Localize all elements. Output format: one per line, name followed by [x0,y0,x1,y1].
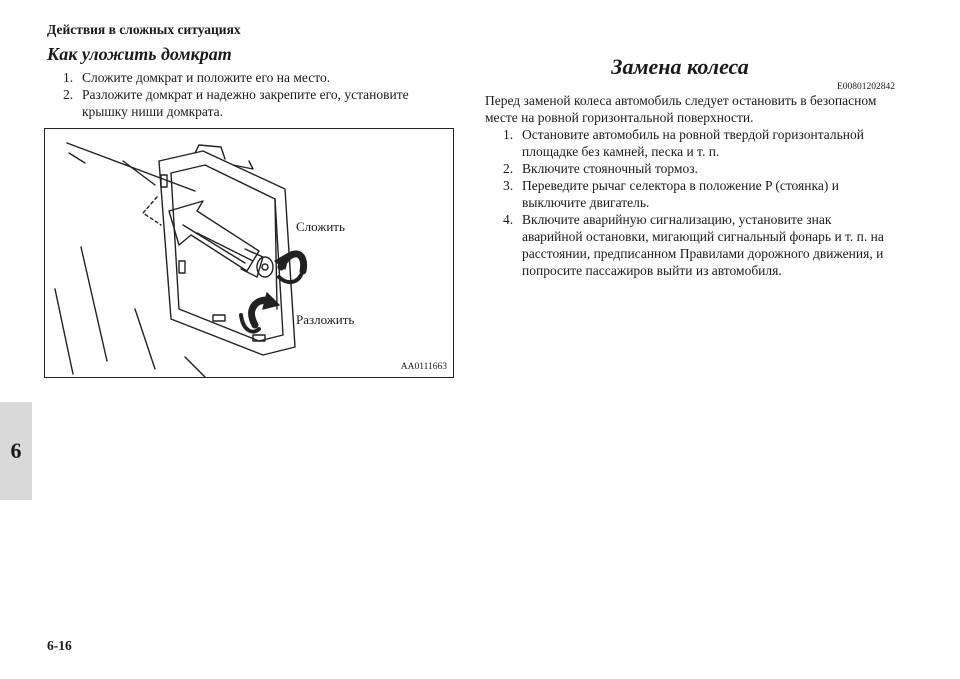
section-code: E00801202842 [836,82,895,92]
step-number: 1. [503,127,514,142]
step-text: Включите аварийную сигнализацию, установите знак аварийной остановки, мигающий сигнальный фонарь и т. п. на расстоянии, предписанном Правилами дорожного движения, и попросите пассажиров выйти из автомобиля. [522,212,884,278]
list-item [485,211,895,279]
section-heading-wheel-change: Замена колеса [611,54,749,79]
step-number: 2. [63,87,74,102]
stow-jack-steps [47,69,457,120]
figure-code: AA0111663 [400,362,447,372]
step-text: Остановите автомобиль на ровной твердой горизонтальной площадке без камней, песка и т. п. [522,127,864,159]
step-number: 1. [63,70,74,85]
jack-drawing [45,129,454,378]
step-number: 2. [503,161,514,176]
running-header: Действия в сложных ситуациях [47,22,241,37]
list-item [47,86,457,120]
fold-label: Сложить [296,219,345,234]
chapter-number: 6 [10,438,22,463]
list-item [485,177,895,211]
left-column [47,44,457,120]
step-text: Разложите домкрат и надежно закрепите его, установите крышку ниши домкрата. [82,87,409,119]
step-text: Включите стояночный тормоз. [522,161,698,176]
jack-stowage-illustration [44,128,454,378]
step-number: 3. [503,178,514,193]
step-text: Переведите рычаг селектора в положение P (стоянка) и выключите двигатель. [522,178,839,210]
step-number: 4. [503,212,514,227]
wheel-change-steps [485,126,895,279]
list-item [485,126,895,160]
chapter-tab [0,402,32,500]
intro-paragraph: Перед заменой колеса автомобиль следует остановить в безопасном месте на ровной горизонтальной поверхности. [485,93,877,125]
list-item [485,160,895,177]
unfold-label: Разложить [296,312,355,327]
step-text: Сложите домкрат и положите его на место. [82,70,331,85]
right-column [485,54,895,279]
section-heading-stow-jack: Как уложить домкрат [47,44,232,64]
list-item [47,69,457,86]
page-number: 6-16 [47,638,72,653]
